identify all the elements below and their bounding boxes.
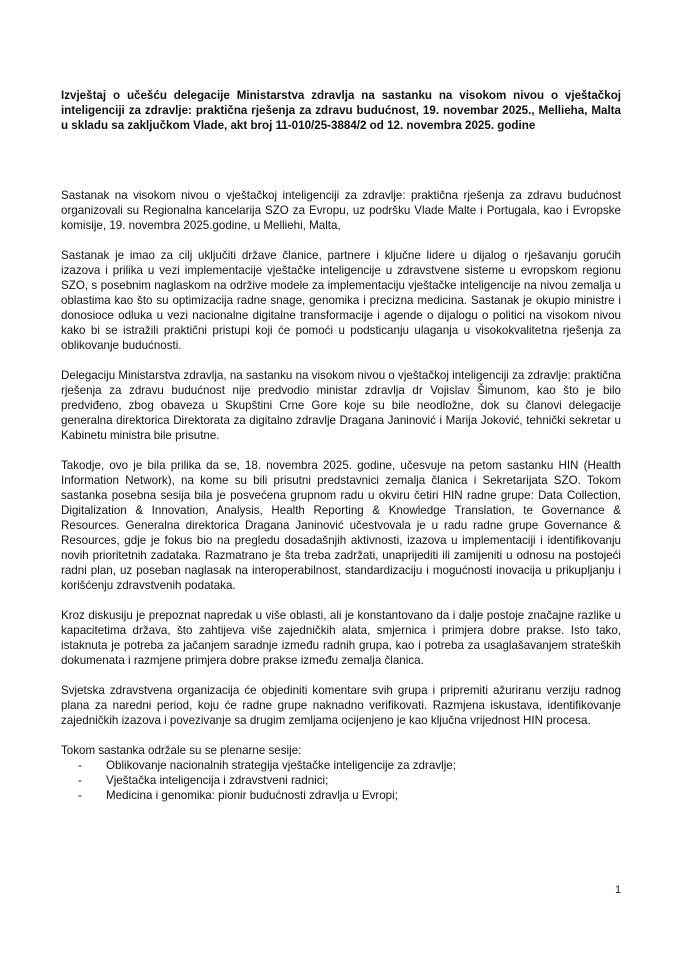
document-title: Izvještaj o učešću delegacije Ministarstva zdravlja na sastanku na visokom nivou o vještačkoj inteligenciji za zdravlje: praktična rješenja za zdravu budućnost, 19. novembar 2025., Mellieha, Malta u skladu sa zaključkom Vlade, akt broj 11-010/25-3884/2 od 12. novembra 2025. godine <box>61 89 621 132</box>
paragraph-meeting-organizers: Sastanak na visokom nivou o vještačkoj inteligenciji za zdravlje: praktična rješenja za zdravu budućnost organizovali su Regionalna kancelarija SZO za Evropu, uz podršku Vlade Malte i Portugala, kao i Evropske komisije, 19. novembra 2025.godine, u Melliehi, Malta, <box>61 189 621 232</box>
paragraph-who-workplan: Svjetska zdravstvena organizacija će objediniti komentare svih grupa i pripremiti ažuriranu verziju radnog plana za naredni period, koju će radne grupe naknadno verifikovati. Razmjena iskustava, identifikovanje zajedničkih izazova i povezivanje sa drugim zemljama ocijenjeno je kao ključna vrijednost HIN procesa. <box>61 684 621 727</box>
paragraph-hin-meeting: Takodje, ovo je bila prilika da se, 18. novembra 2025. godine, učesvuje na petom sastanku HIN (Health Information Network), na kome su bili prisutni predstavnici zemalja članica i Sekretarijata SZO. Tokom sastanka posebna sesija bila je posvećena grupnom radu u okviru četiri HIN radne grupe: Data Collection, Digitalization & Innovation, Analysis, Health Reporting & Knowledge Translation, te Governance & Resources. Generalna direktorica Dragana Janinović učestvovala je u radu radne grupe Governance & Resources, gdje je fokus bio na pregledu dosadašnjih aktivnosti, izazova u implementaciji i identifikovanju novih prioritetnih zadataka. Razmatrano je šta treba zadržati, unaprijediti ili zamijeniti u odnosu na postojeći radni plan, uz poseban naglasak na interoperabilnost, standardizaciju i mogućnosti inovacija u prikupljanju i korišćenju zdravstvenih podataka. <box>61 459 621 592</box>
dash-bullet-icon: - <box>78 759 82 772</box>
page-number: 1 <box>615 884 622 896</box>
dash-bullet-icon: - <box>78 789 82 802</box>
session-label: Medicina i genomika: pionir budućnosti zdravlja u Evropi; <box>106 789 398 802</box>
paragraph-discussion: Kroz diskusiju je prepoznat napredak u više oblasti, ali je konstantovano da i dalje postoje značajne razlike u kapacitetima država, što zahtijeva više zajedničkih alata, smjernica i primjera dobre prakse. Isto tako, istaknuta je potreba za jačanjem saradnje između radnih grupa, kao i potreba za usaglašavanjem strateških dokumenata i razmjene primjera dobre prakse između zemalja članica. <box>61 609 621 667</box>
list-item <box>61 788 621 803</box>
dash-bullet-icon: - <box>78 774 82 787</box>
session-label: Vještačka inteligencija i zdravstveni radnici; <box>106 774 329 787</box>
list-item <box>61 773 621 788</box>
plenary-sessions-list <box>61 758 621 803</box>
paragraph-delegation: Delegaciju Ministarstva zdravlja, na sastanku na visokom nivou o vještačkoj inteligenciji za zdravlje: praktična rješenja za zdravu budućnost nije predvodio ministar zdravlja dr Vojislav Šimunom, kao što je bilo predviđeno, zbog obaveza u Skupštini Crne Gore koje su bile neodložne, dok su članovi delegacije generalna direktorica Direktorata za digitalno zdravlje Dragana Janinović i Marija Joković, tehnički sekretar u Kabinetu ministra bile prisutne. <box>61 369 621 442</box>
paragraph-meeting-goal: Sastanak je imao za cilj uključiti države članice, partnere i ključne lidere u dijalog o rješavanju gorućih izazova i prilika u vezi implementacije vještačke inteligencije u zdravstvene sisteme u evropskom regionu SZO, s posebnim naglaskom na održive modele za implementaciju vještačke inteligencije na nivou zemalja u oblastima kao što su optimizacija radne snage, genomika i precizna medicina. Sastanak je okupio ministre i donosioce odluka u vezi nacionalne digitalne transformacije i agende o dijalogu o politici na visokom nivou kako bi se istražili praktični pristupi koji će pomoći u podsticanju ulaganja u visokokvalitetna rješenja za oblikovanje budućnosti. <box>61 249 621 352</box>
sessions-intro: Tokom sastanka održale su se plenarne sesije: <box>61 744 302 757</box>
document-body <box>61 188 621 803</box>
session-label: Oblikovanje nacionalnih strategija vještačke inteligencije za zdravlje; <box>106 759 456 772</box>
list-item <box>61 758 621 773</box>
